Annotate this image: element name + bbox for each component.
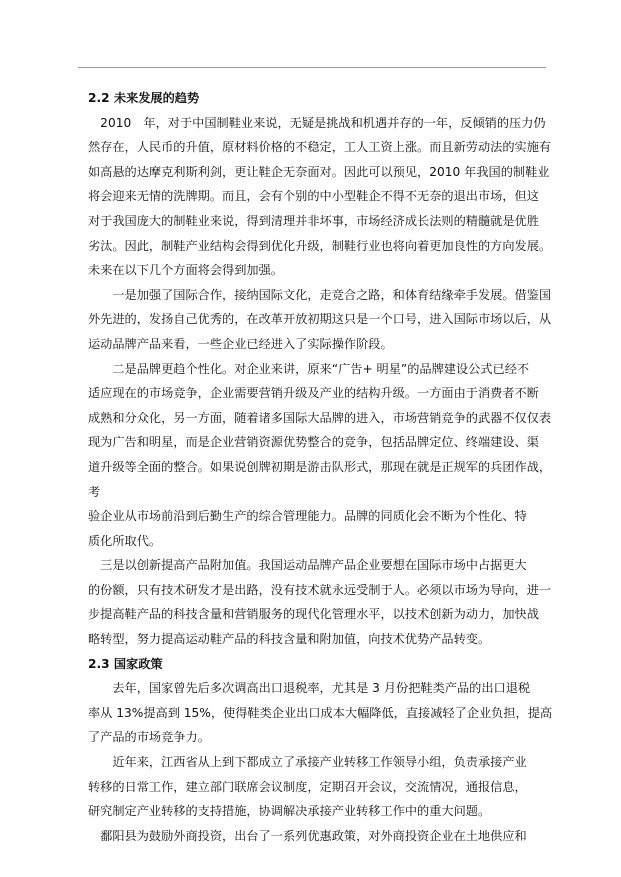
text-line: 外先进的，发扬自己优秀的，在改革开放初期这只是一个口号，进入国际市场以后，从 xyxy=(88,312,552,327)
text-line: 近年来，江西省从上到下都成立了承接产业转移工作领导小组，负责承接产业 xyxy=(88,755,527,770)
section-heading-2-3: 2.3 国家政策 xyxy=(88,656,163,671)
text-line: 对于我国庞大的制鞋业来说，得到清理并非坏事，市场经济成长法则的精髓就是优胜 xyxy=(88,213,539,228)
text-line: 三是以创新提高产品附加值。我国运动品牌产品企业要想在国际市场中占据更大 xyxy=(88,558,527,573)
header-rule xyxy=(78,67,546,68)
section-heading-2-2: 2.2 未来发展的趋势 xyxy=(88,91,200,105)
text-line: 转移的日常工作，建立部门联席会议制度，定期召开会议，交流情况，通报信息， xyxy=(88,779,527,794)
document-body xyxy=(88,86,558,848)
text-line: 了产品的市场竞争力。 xyxy=(88,730,210,745)
text-line: 运动品牌产品来看，一些企业已经进入了实际操作阶段。 xyxy=(88,336,393,351)
text-line: 成熟和分众化，另一方面，随着诸多国际大品牌的进入，市场营销竞争的武器不仅仅表 xyxy=(88,410,552,425)
text-line: 率从 13%提高到 15%，使得鞋类企业出口成本大幅降低，直接减轻了企业负担，提高 xyxy=(88,705,553,720)
text-line: 一是加强了国际合作，接纳国际文化，走竞合之路，和体育结缘牵手发展。借鉴国 xyxy=(88,287,552,302)
text-line: 步提高鞋产品的科技含量和营销服务的现代化管理水平，以技术创新为动力，加快战 xyxy=(88,607,539,622)
text-line: 去年，国家曾先后多次调高出口退税率，尤其是 3 月份把鞋类产品的出口退税 xyxy=(88,681,531,696)
text-line: 劣汰。因此，制鞋产业结构会得到优化升级，制鞋行业也将向着更加良性的方向发展。 xyxy=(88,238,552,253)
text-line: 适应现在的市场竞争，企业需要营销升级及产业的结构升级。一方面由于消费者不断 xyxy=(88,386,539,401)
text-line: 将会迎来无情的洗牌期。而且，会有个别的中小型鞋企不得不无奈的退出市场，但这 xyxy=(88,189,539,204)
text-line: 现为广告和明星，而是企业营销资源优势整合的竞争，包括品牌定位、终端建设、渠 xyxy=(88,435,539,450)
text-line: 道升级等全面的整合。如果说创牌初期是游击队形式，那现在就是正规军的兵团作战，考 xyxy=(88,459,552,499)
text-line: 鄱阳县为鼓励外商投资，出台了一系列优惠政策，对外商投资企业在土地供应和 xyxy=(88,828,527,843)
text-line: 研究制定产业转移的支持措施，协调解决承接产业转移工作中的重大问题。 xyxy=(88,804,491,819)
text-line: 2010 年，对于中国制鞋业来说，无疑是挑战和机遇并存的一年，反倾销的压力仍 xyxy=(88,115,546,130)
text-line: 验企业从市场前沿到后勤生产的综合管理能力。品牌的同质化会不断为个性化、特 xyxy=(88,509,527,524)
text-line: 未来在以下几个方面将会得到加强。 xyxy=(88,263,283,278)
text-line: 如高悬的达摩克利斯利剑，更让鞋企无奈面对。因此可以预见，2010 年我国的制鞋业 xyxy=(88,164,550,179)
text-line: 二是品牌更趋个性化。对企业来讲，原来“广告+ 明星”的品牌建设公式已经不 xyxy=(88,361,530,376)
text-line: 的份额，只有技术研发才是出路，没有技术就永远受制于人。必须以市场为导向，进一 xyxy=(88,582,552,597)
text-line: 质化所取代。 xyxy=(88,533,162,548)
text-line: 略转型，努力提高运动鞋产品的科技含量和附加值，向技术优势产品转变。 xyxy=(88,632,491,647)
text-line: 然存在，人民币的升值，原材料价格的不稳定，工人工资上涨。而且新劳动法的实施有 xyxy=(88,140,552,155)
